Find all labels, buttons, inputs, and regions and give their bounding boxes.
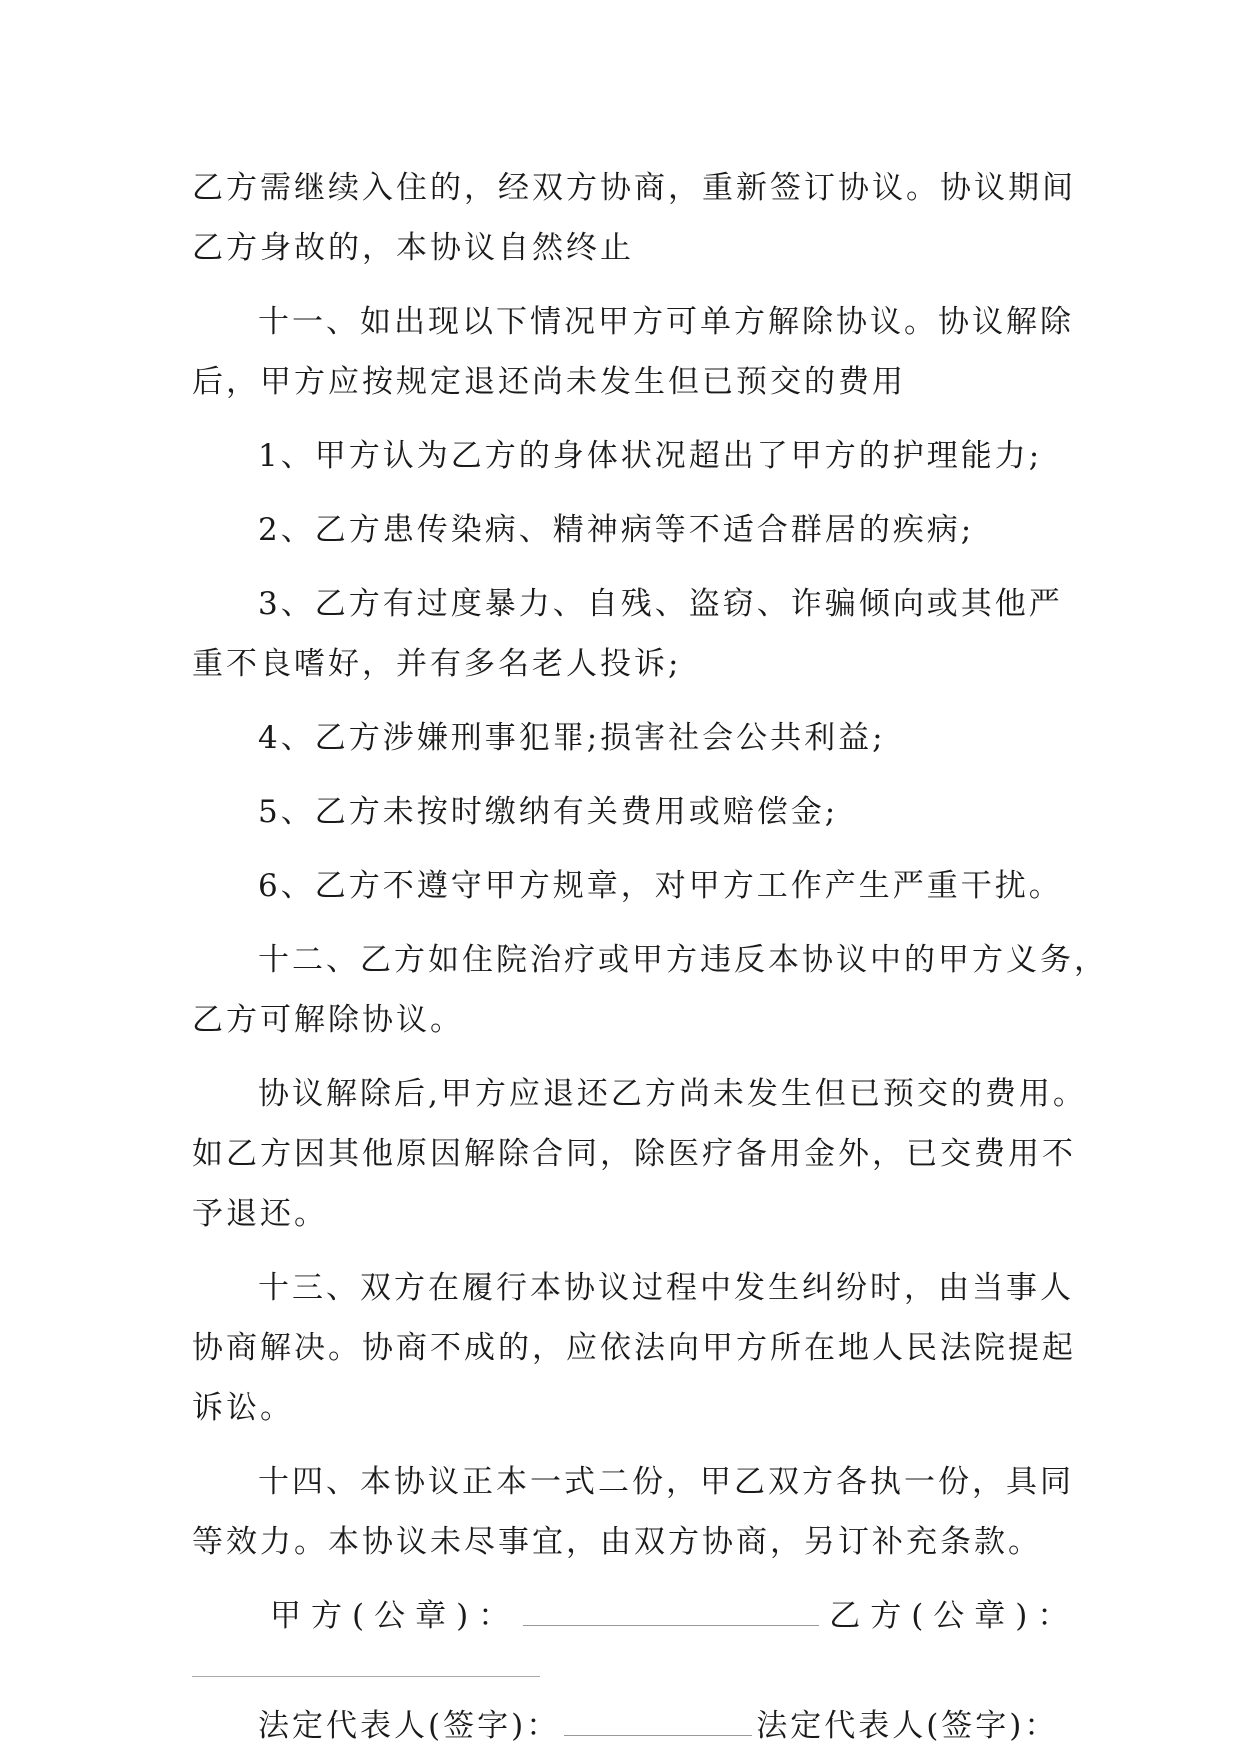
party-a-seal-blank[interactable] (523, 1624, 819, 1626)
clause-twelve-heading: 十二、乙方如住院治疗或甲方违反本协议中的甲方义务， (258, 942, 1108, 978)
party-a-seal-label: 甲方(公章)： (270, 1598, 520, 1634)
list-item: 3、乙方有过度暴力、自残、盗窃、诈骗倾向或其他严 (258, 586, 1063, 622)
paragraph-line: 协议解除后,甲方应退还乙方尚未发生但已预交的费用。 (258, 1076, 1087, 1112)
paragraph-line: 诉讼。 (192, 1390, 294, 1426)
list-item: 2、乙方患传染病、精神病等不适合群居的疾病; (258, 512, 975, 548)
party-a-representative-blank[interactable] (564, 1734, 752, 1736)
paragraph-line: 乙方需继续入住的，经双方协商，重新签订协议。协议期间 (192, 170, 1076, 206)
list-item: 6、乙方不遵守甲方规章，对甲方工作产生严重干扰。 (258, 868, 1063, 904)
party-b-representative-label: 法定代表人(签字)： (756, 1708, 1059, 1744)
document-body (192, 158, 1108, 1756)
clause-fourteen-heading: 十四、本协议正本一式二份，甲乙双方各执一份，具同 (258, 1464, 1074, 1500)
paragraph-line: 重不良嗜好，并有多名老人投诉; (192, 646, 682, 682)
party-b-seal-label: 乙方(公章)： (829, 1598, 1079, 1634)
clause-eleven-heading: 十一、如出现以下情况甲方可单方解除协议。协议解除 (258, 304, 1074, 340)
party-a-representative-label: 法定代表人(签字)： (258, 1708, 561, 1744)
party-b-seal-blank[interactable] (192, 1646, 1060, 1696)
list-item: 4、乙方涉嫌刑事犯罪;损害社会公共利益; (258, 720, 886, 756)
paragraph-line: 协商解决。协商不成的，应依法向甲方所在地人民法院提起 (192, 1330, 1076, 1366)
paragraph-line: 乙方可解除协议。 (192, 1002, 464, 1038)
list-item: 1、甲方认为乙方的身体状况超出了甲方的护理能力; (258, 438, 1043, 474)
paragraph-line: 乙方身故的，本协议自然终止 (192, 230, 634, 266)
paragraph-line: 予退还。 (192, 1196, 328, 1232)
seal-row (192, 1586, 1079, 1646)
representative-row (192, 1696, 1060, 1756)
paragraph-line: 如乙方因其他原因解除合同，除医疗备用金外，已交费用不 (192, 1136, 1076, 1172)
paragraph-line: 后，甲方应按规定退还尚未发生但已预交的费用 (192, 364, 906, 400)
paragraph-line: 等效力。本协议未尽事宜，由双方协商，另订补充条款。 (192, 1524, 1042, 1560)
list-item: 5、乙方未按时缴纳有关费用或赔偿金; (258, 794, 839, 830)
clause-thirteen-heading: 十三、双方在履行本协议过程中发生纠纷时，由当事人 (258, 1270, 1074, 1306)
